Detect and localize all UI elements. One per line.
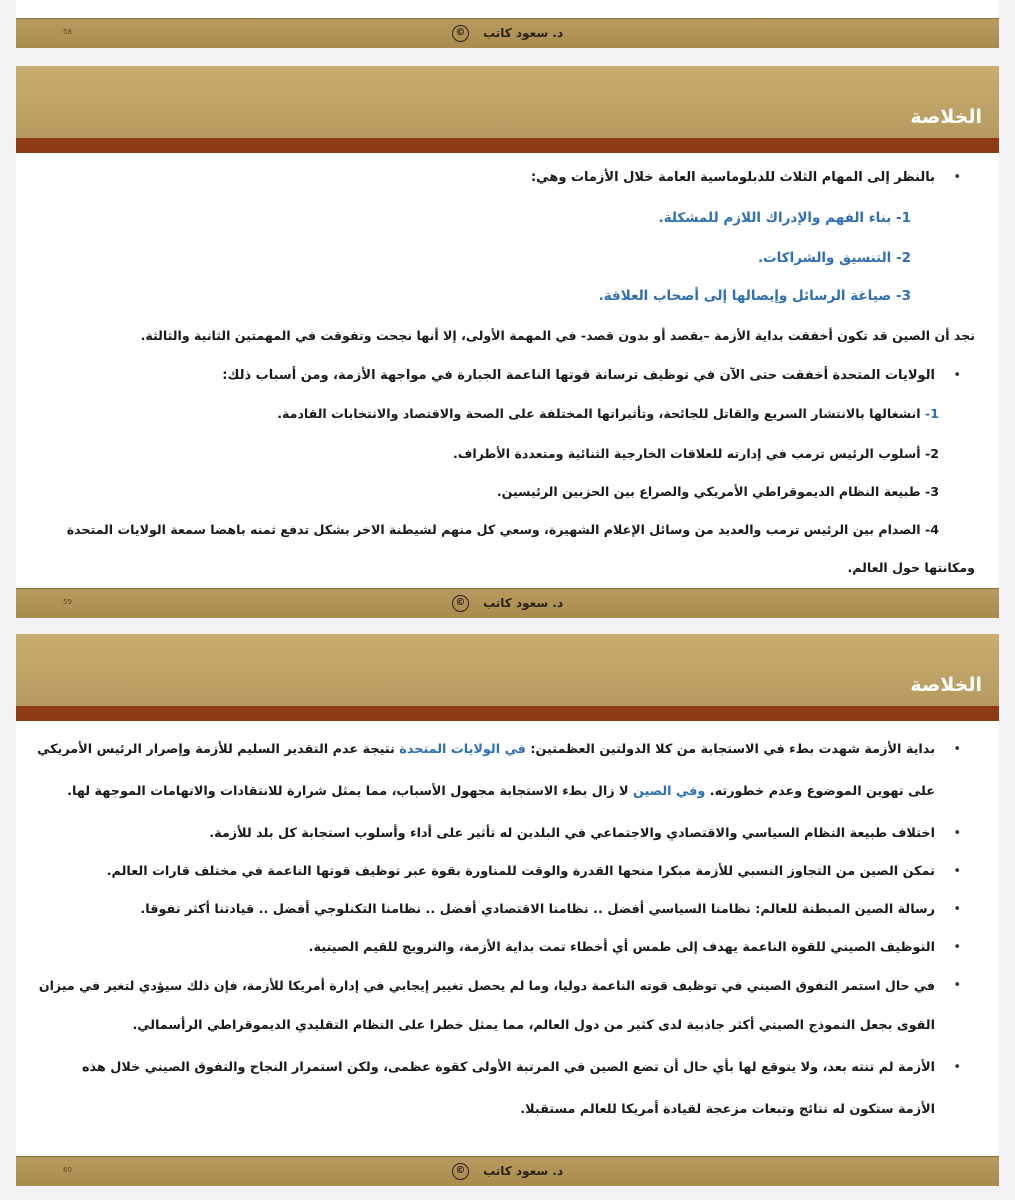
task-item: 2- التنسيق والشراكات. — [757, 250, 911, 266]
slide-footer-59 — [16, 588, 999, 618]
reason-item — [277, 404, 939, 424]
bullet-icon: • — [953, 940, 961, 955]
bullet-icon: • — [953, 368, 961, 383]
bullet-text: التوظيف الصيني للقوة الناعمة يهدف إلى طمس أي أخطاء تمت بداية الأزمة، والترويج للقيم الصينية. — [308, 940, 935, 955]
text-span: لا زال بطء الاستجابة مجهول الأسباب، مما يمثل شرارة للانتقادات والاتهامات الموجهة لها. — [67, 784, 634, 799]
footer-author — [16, 25, 999, 42]
slide-title: الخلاصة — [910, 674, 982, 696]
copyright-icon: © — [452, 1163, 469, 1180]
bullet-icon: • — [953, 902, 961, 917]
reason-continuation: ومكانتها حول العالم. — [847, 560, 975, 575]
footer-author — [16, 1163, 999, 1180]
reason-number: 1- — [925, 406, 939, 421]
bullet-text: الولايات المتحدة أخفقت حتى الآن في توظيف ترسانة قوتها الناعمة الجبارة في مواجهة الأزمة، ومن أسباب ذلك: — [222, 368, 935, 383]
page-number: 58 — [63, 28, 72, 36]
bullet-icon: • — [953, 742, 961, 757]
copyright-icon: © — [452, 595, 469, 612]
header-accent-bar — [16, 138, 999, 153]
reason-text: الصدام بين الرئيس ترمب والعديد من وسائل الإعلام الشهيرة، وسعي كل منهم لشيطنة الاخر بشكل تدفع ثمنه باهضا سمعة الولايات المتحدة — [66, 522, 925, 537]
bullet-icon: • — [953, 1060, 961, 1075]
bullet-text: في حال استمر التفوق الصيني في توظيف قوته الناعمة دوليا، وما لم يحصل تغيير إيجابي في إدارة أمريكا للأزمة، فإن ذلك سيؤدي لتغير في ميزان — [38, 978, 935, 993]
bullet-text: رسالة الصين المبطنة للعالم: نظامنا السياسي أفضل .. نظامنا الاقتصادي أفضل .. نظامنا التكنلوجي أفضل .. قيادتنا أكثر تفوقا. — [140, 902, 935, 917]
bullet-text: بالنظر إلى المهام الثلاث للدبلوماسية العامة خلال الأزمات وهي: — [530, 170, 935, 185]
reason-item — [453, 444, 939, 464]
reason-number: 3- — [925, 484, 939, 499]
reason-item — [67, 520, 939, 540]
slide-footer-60 — [16, 1156, 999, 1186]
slide-59-body — [30, 168, 975, 588]
bullet-text-cont: القوى بجعل النموذج الصيني أكثر جاذبية لدى كثير من دول العالم، مما يمثل خطرا على النظام التقليدي الديموقراطي الرأسمالي. — [132, 1018, 935, 1033]
highlight-us: في الولايات المتحدة — [399, 742, 526, 757]
bullet-text — [37, 740, 935, 760]
slide-title: الخلاصة — [910, 106, 982, 128]
task-item: 1- بناء الفهم والإدراك اللازم للمشكلة. — [658, 210, 911, 226]
bullet-icon: • — [953, 864, 961, 879]
highlight-china: وفي الصين — [633, 784, 706, 799]
china-note: نجد أن الصين قد تكون أخفقت بداية الأزمة –بقصد أو بدون قصد- في المهمة الأولى، إلا أنها نجحت وتفوقت في المهمتين الثانية والثالثة. — [140, 328, 975, 343]
slide-header-59 — [16, 66, 999, 138]
bullet-text: اختلاف طبيعة النظام السياسي والاقتصادي والاجتماعي في البلدين له تأثير على أداء وأسلوب استجابة كل بلد للأزمة. — [209, 826, 935, 841]
task-item: 3- صياغة الرسائل وإيصالها إلى أصحاب العلاقة. — [598, 288, 911, 304]
author-name: د. سعود كاتب — [483, 26, 564, 40]
bullet-text: الأزمة لم تنته بعد، ولا يتوقع لها بأي حال أن تضع الصين في المرتبة الأولى كقوة عظمى، ولكن استمرار النجاح والتفوق الصيني خلال هذه — [81, 1060, 935, 1075]
header-accent-bar — [16, 706, 999, 721]
reason-number: 4- — [925, 522, 939, 537]
copyright-icon: © — [452, 25, 469, 42]
bullet-text-cont: الأزمة ستكون له نتائج وتبعات مزعجة لقيادة أمريكا للعالم مستقبلا. — [520, 1102, 935, 1117]
page-number: 59 — [63, 598, 72, 606]
page-number: 60 — [63, 1166, 72, 1174]
footer-author — [16, 595, 999, 612]
text-span: نتيجة عدم التقدير السليم للأزمة وإصرار الرئيس الأمريكي — [37, 742, 400, 757]
slide-60-body — [30, 740, 963, 1150]
bullet-text-cont — [67, 782, 935, 802]
author-name: د. سعود كاتب — [483, 1164, 564, 1178]
reason-text: أسلوب الرئيس ترمب في إدارته للعلاقات الخارجية الثنائية ومتعددة الأطراف. — [452, 446, 925, 461]
bullet-icon: • — [953, 170, 961, 185]
bullet-icon: • — [953, 978, 961, 993]
reason-text: طبيعة النظام الديموقراطي الأمريكي والصراع بين الحزبين الرئيسين. — [496, 484, 925, 499]
reason-number: 2- — [925, 446, 939, 461]
bullet-icon: • — [953, 826, 961, 841]
text-span: على تهوين الموضوع وعدم خطورته. — [705, 784, 935, 799]
slide-footer-58 — [16, 18, 999, 48]
reason-text: انشغالها بالانتشار السريع والقاتل للجائحة، وتأثيراتها المختلفة على الصحة والاقتصاد والانتخابات القادمة. — [277, 406, 925, 421]
text-span: بداية الأزمة شهدت بطء في الاستجابة من كلا الدولتين العظمتين: — [525, 742, 935, 757]
slide-58 — [16, 0, 999, 18]
author-name: د. سعود كاتب — [483, 596, 564, 610]
bullet-text: تمكن الصين من التجاوز النسبي للأزمة مبكرا منحها القدرة والوقت للمناورة بقوة عبر توظيف قوتها الناعمة في مختلف قارات العالم. — [106, 864, 935, 879]
slide-header-60 — [16, 634, 999, 706]
reason-item — [497, 482, 939, 502]
